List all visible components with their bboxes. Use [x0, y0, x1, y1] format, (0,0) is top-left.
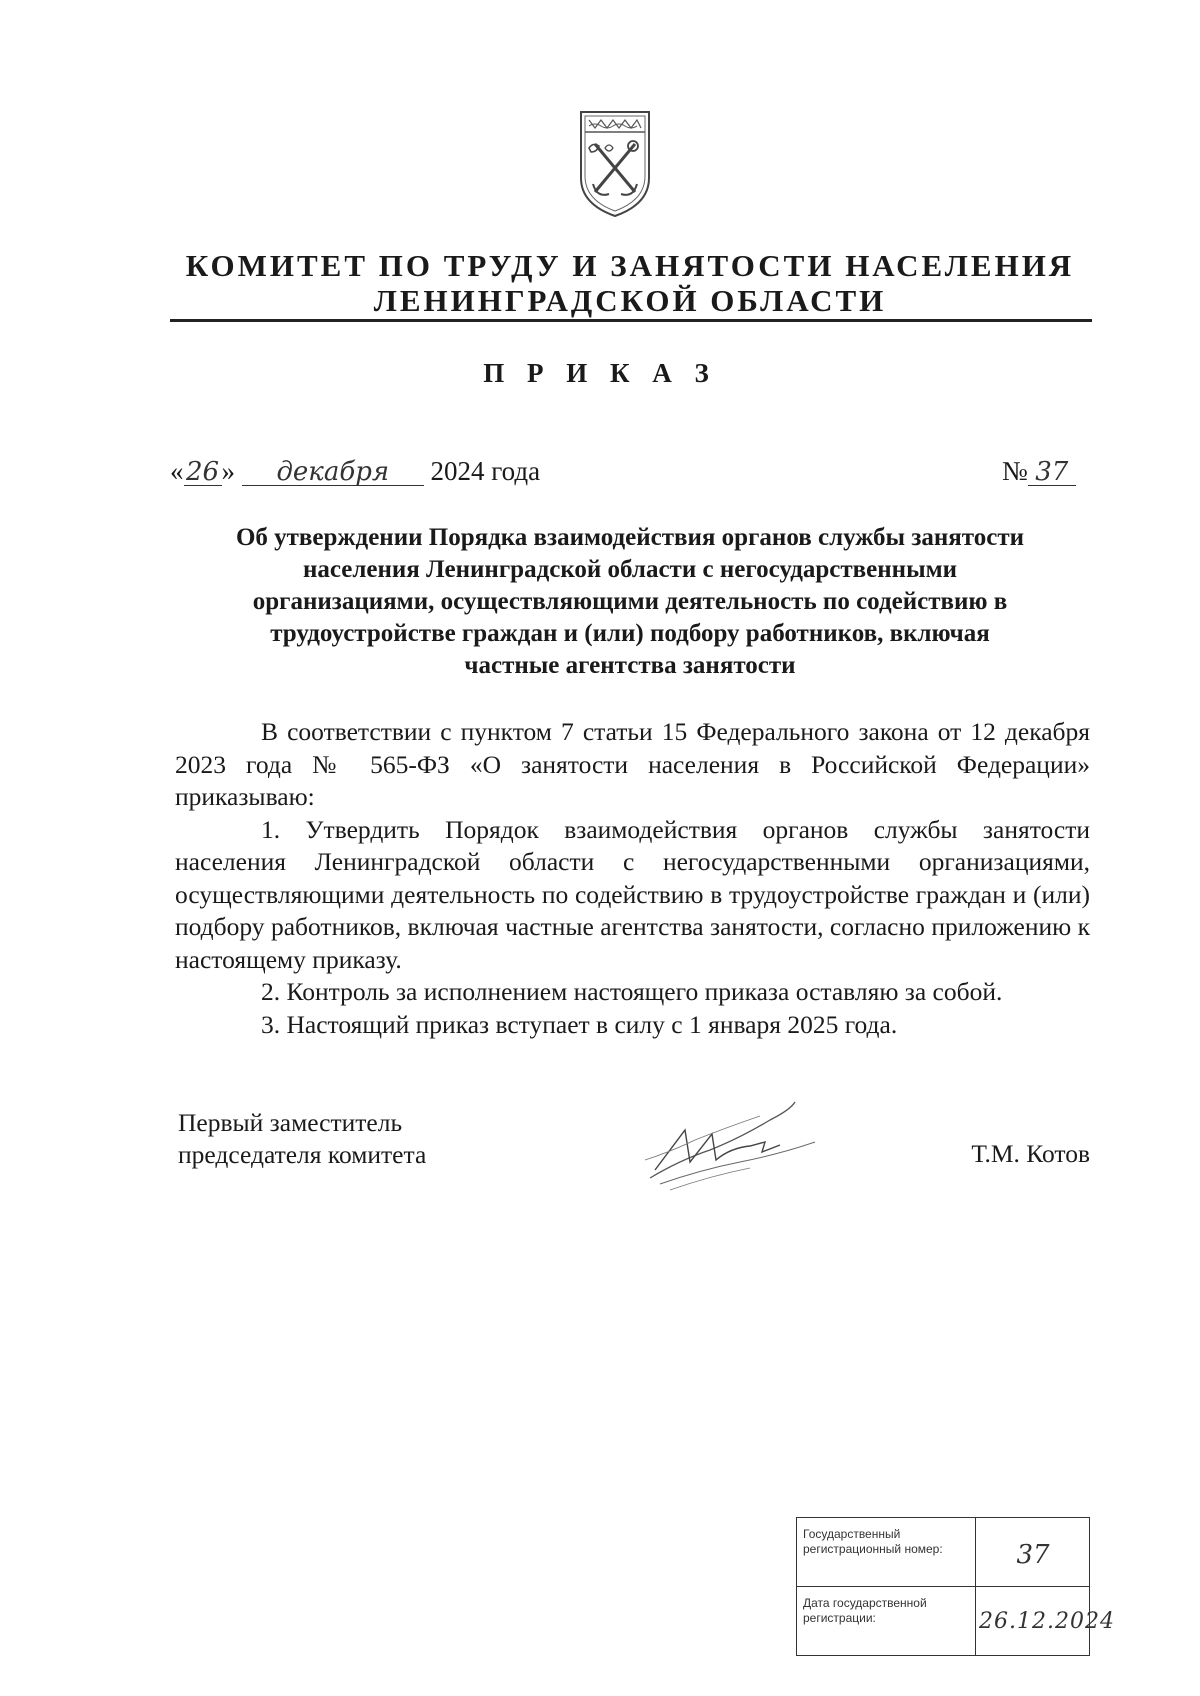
date-year: 2024 года [430, 456, 541, 486]
number-value: 37 [1028, 459, 1076, 486]
date-line [170, 456, 540, 487]
registration-date-label: Дата государственной регистрации: [803, 1596, 927, 1625]
registration-number-row [797, 1518, 1089, 1587]
order-item-1: 1. Утвердить Порядок взаимодействия органов службы занятости населения Ленинградской области с негосударственными организациями, осуществляющими деятельность по содействию в трудоустройстве граждан и (или) подбору работников, включая частные агентства занятости, согласно приложению к настоящему приказу. [175, 814, 1090, 974]
registration-date-row [797, 1587, 1115, 1655]
registration-stamp [796, 1517, 1115, 1656]
title-line-4: трудоустройстве граждан и (или) подбору работников, включая [270, 620, 990, 647]
number-sign: № [1002, 456, 1028, 486]
position-line-1: Первый заместитель [178, 1108, 403, 1137]
registration-number-value: 37 [1016, 1540, 1050, 1570]
signatory-position [178, 1107, 426, 1171]
signatory-name: Т.М. Котов [971, 1139, 1090, 1168]
coat-of-arms-icon [575, 108, 655, 220]
org-line-2: ЛЕНИНГРАДСКОЙ ОБЛАСТИ [373, 283, 887, 318]
document-number [1002, 456, 1076, 487]
org-line-1: КОМИТЕТ ПО ТРУДУ И ЗАНЯТОСТИ НАСЕЛЕНИЯ [185, 248, 1075, 283]
date-day: 26 [184, 459, 222, 486]
header-rule [170, 319, 1092, 322]
document-type: П Р И К А З [483, 358, 717, 388]
date-month: декабря [242, 459, 424, 486]
position-line-2: председателя комитета [178, 1140, 427, 1169]
preamble-paragraph: В соответствии с пунктом 7 статьи 15 Федерального закона от 12 декабря 2023 года № 565-ФЗ «О занятости населения в Российской Федерации» приказываю: [175, 717, 1090, 811]
registration-date-value: 26.12.2024 [979, 1609, 1115, 1634]
date-open-quote: « [170, 456, 184, 486]
title-line-1: Об утверждении Порядка взаимодействия органов службы занятости [235, 524, 1025, 551]
handwritten-signature [640, 1090, 840, 1195]
order-item-2: 2. Контроль за исполнением настоящего приказа оставляю за собой. [261, 977, 1003, 1006]
title-line-2: населения Ленинградской области с негосударственными [302, 556, 958, 583]
title-line-3: организациями, осуществляющими деятельность по содействию в [252, 588, 1008, 615]
document-body [175, 716, 1090, 1041]
stamp-divider [975, 1518, 976, 1655]
order-item-3: 3. Настоящий приказ вступает в силу с 1 января 2025 года. [261, 1009, 898, 1039]
title-line-5: частные агентства занятости [464, 652, 796, 679]
document-title [175, 522, 1085, 682]
registration-number-label: Государственный регистрационный номер: [803, 1527, 943, 1556]
organization-name [170, 248, 1090, 318]
date-close-quote: » [221, 456, 235, 486]
